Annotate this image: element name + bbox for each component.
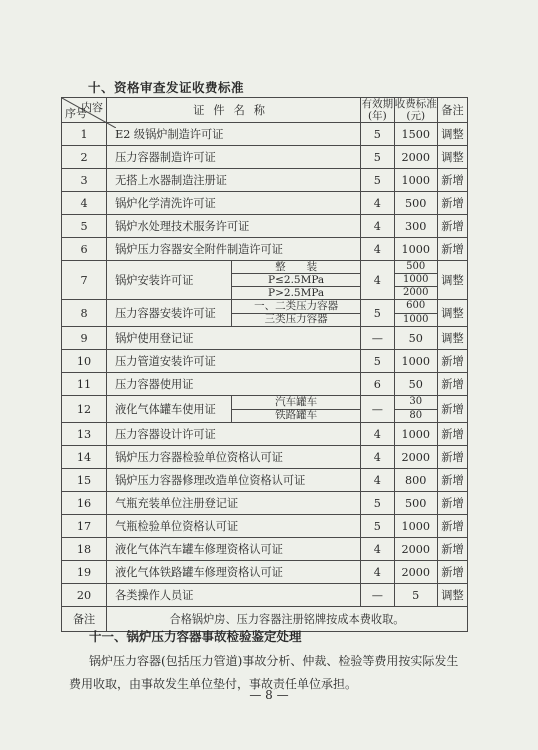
section-11-title: 十一、锅炉压力容器事故检验鉴定处理 [89,629,302,644]
paragraph-line-1: 锅炉压力容器(包括压力管道)事故分析、仲裁、检验等费用按实际发生 [89,654,459,668]
row-validity: 4 [361,192,394,215]
header-fee [394,98,437,123]
row-validity: 5 [361,146,394,169]
row-fee-value: 1000 [395,313,437,327]
row-validity: 4 [361,446,394,469]
row-number: 7 [62,261,107,300]
row-fee: 1000 [394,423,437,446]
row-number: 11 [62,373,107,396]
table-row [62,215,468,238]
section-10-title: 十、资格审查发证收费标准 [88,80,245,95]
row-subtype: 汽车罐车 [275,395,318,408]
table-row [62,238,468,261]
row-number: 6 [62,238,107,261]
row-fee: 50 [394,327,437,350]
row-name: 锅炉压力容器修理改造单位资格认可证 [107,469,361,492]
row-name: 压力管道安装许可证 [107,350,361,373]
row-name [107,396,361,423]
row-validity: 4 [361,423,394,446]
row-remark: 新增 [437,373,467,396]
row-subtype: 整 装 [275,260,318,273]
row-validity: 6 [361,373,394,396]
row-name: 气瓶充装单位注册登记证 [107,492,361,515]
table-row [62,350,468,373]
row-validity: 5 [361,515,394,538]
row-name: 锅炉水处理技术服务许可证 [107,215,361,238]
row-number: 9 [62,327,107,350]
header-content-label: 内容 [81,101,104,114]
row-fee-value: 600 [406,300,426,312]
row-validity: — [361,327,394,350]
row-name: 无搭上水器制造注册证 [107,169,361,192]
row-validity: — [361,584,394,607]
row-number: 18 [62,538,107,561]
row-fee: 2000 [394,538,437,561]
row-fee-value: 2000 [395,286,437,299]
row-number: 17 [62,515,107,538]
table-body [62,123,468,607]
row-fee: 500 [394,492,437,515]
row-remark: 新增 [437,492,467,515]
row-name [107,300,361,327]
row-name-label: 压力容器安装许可证 [115,307,216,320]
table-row [62,469,468,492]
row-validity: 4 [361,238,394,261]
row-fee: 1500 [394,123,437,146]
row-subtype: 三类压力容器 [232,313,360,327]
row-name: 锅炉压力容器安全附件制造许可证 [107,238,361,261]
row-fee: 500 [394,192,437,215]
row-remark: 新增 [437,215,467,238]
row-fee: 2000 [394,446,437,469]
table-row [62,373,468,396]
row-name: 液化气体铁路罐车修理资格认可证 [107,561,361,584]
footer-label: 备注 [62,607,107,632]
table-row [62,492,468,515]
table-row [62,423,468,446]
row-validity: 5 [361,350,394,373]
row-fee: 1000 [394,238,437,261]
row-number: 8 [62,300,107,327]
row-fee: 5 [394,584,437,607]
table-row [62,561,468,584]
row-number: 1 [62,123,107,146]
fee-table [61,97,468,632]
row-fee-value: 1000 [395,273,437,286]
row-number: 20 [62,584,107,607]
row-number: 3 [62,169,107,192]
row-number: 10 [62,350,107,373]
row-name: 锅炉使用登记证 [107,327,361,350]
row-remark: 新增 [437,538,467,561]
row-remark: 新增 [437,192,467,215]
row-validity: 5 [361,492,394,515]
row-subtype: 一、二类压力容器 [254,299,339,312]
row-fee: 2000 [394,146,437,169]
header-no-label: 序号 [65,107,87,120]
row-remark: 新增 [437,515,467,538]
row-name-label: 锅炉安装许可证 [115,274,194,287]
row-remark: 新增 [437,238,467,261]
row-name: 锅炉压力容器检验单位资格认可证 [107,446,361,469]
row-number: 13 [62,423,107,446]
row-remark: 调整 [437,327,467,350]
page-number: — 8 — [249,688,289,702]
row-fee [394,261,437,300]
row-remark: 新增 [437,423,467,446]
row-remark: 调整 [437,123,467,146]
row-number: 14 [62,446,107,469]
header-remark: 备注 [437,98,467,123]
table-row [62,446,468,469]
row-fee: 800 [394,469,437,492]
row-name: 压力容器使用证 [107,373,361,396]
row-subtype: P>2.5MPa [232,286,360,299]
row-subtype: P≤2.5MPa [232,273,360,286]
row-validity: 5 [361,169,394,192]
row-remark: 新增 [437,169,467,192]
header-validity [361,98,394,123]
row-fee [394,300,437,327]
row-validity: 5 [361,123,394,146]
row-remark: 新增 [437,396,467,423]
row-fee: 1000 [394,515,437,538]
row-number: 15 [62,469,107,492]
row-fee-value: 80 [395,409,437,423]
row-validity: 4 [361,561,394,584]
row-name-label: 液化气体罐车使用证 [115,403,216,416]
table-row [62,123,468,146]
row-remark: 调整 [437,584,467,607]
row-remark: 新增 [437,446,467,469]
row-validity: 4 [361,261,394,300]
header-diagonal-cell [62,98,107,123]
row-name [107,261,361,300]
row-name: E2 级锅炉制造许可证 [107,123,361,146]
header-name: 证件名称 [107,98,361,123]
row-remark: 调整 [437,300,467,327]
row-number: 2 [62,146,107,169]
row-number: 12 [62,396,107,423]
row-subtype: 铁路罐车 [232,409,360,423]
row-remark: 新增 [437,350,467,373]
row-name: 气瓶检验单位资格认可证 [107,515,361,538]
row-validity: 4 [361,538,394,561]
table-row [62,584,468,607]
table-row [62,396,468,423]
table-row [62,169,468,192]
row-validity: 4 [361,215,394,238]
row-fee: 1000 [394,169,437,192]
table-row [62,538,468,561]
paragraph-line-2: 费用收取，由事故发生单位垫付，事故责任单位承担。 [69,677,358,691]
table-row [62,300,468,327]
header-fee-line1: 收费标准 [394,98,437,110]
row-number: 16 [62,492,107,515]
header-fee-line2: (元) [406,110,426,122]
row-fee: 2000 [394,561,437,584]
row-number: 5 [62,215,107,238]
table-row [62,327,468,350]
row-fee [394,396,437,423]
row-remark: 新增 [437,469,467,492]
row-validity: 5 [361,300,394,327]
row-fee-value: 500 [406,261,426,272]
header-validity-line1: 有效期 [361,98,394,110]
row-name: 各类操作人员证 [107,584,361,607]
row-fee: 300 [394,215,437,238]
row-remark: 调整 [437,261,467,300]
table-row [62,146,468,169]
row-validity: — [361,396,394,423]
footer-text: 合格锅炉房、压力容器注册铭牌按成本费收取。 [107,607,468,632]
row-validity: 4 [361,469,394,492]
row-name: 锅炉化学清洗许可证 [107,192,361,215]
row-fee: 1000 [394,350,437,373]
row-name: 压力容器制造许可证 [107,146,361,169]
table-row [62,261,468,300]
row-number: 19 [62,561,107,584]
row-name: 液化气体汽车罐车修理资格认可证 [107,538,361,561]
header-validity-line2: (年) [367,110,387,122]
table-header-row [62,98,468,123]
table-row [62,192,468,215]
row-name: 压力容器设计许可证 [107,423,361,446]
row-number: 4 [62,192,107,215]
row-remark: 调整 [437,146,467,169]
row-remark: 新增 [437,561,467,584]
row-fee-value: 30 [409,396,423,408]
table-row [62,515,468,538]
row-fee: 50 [394,373,437,396]
